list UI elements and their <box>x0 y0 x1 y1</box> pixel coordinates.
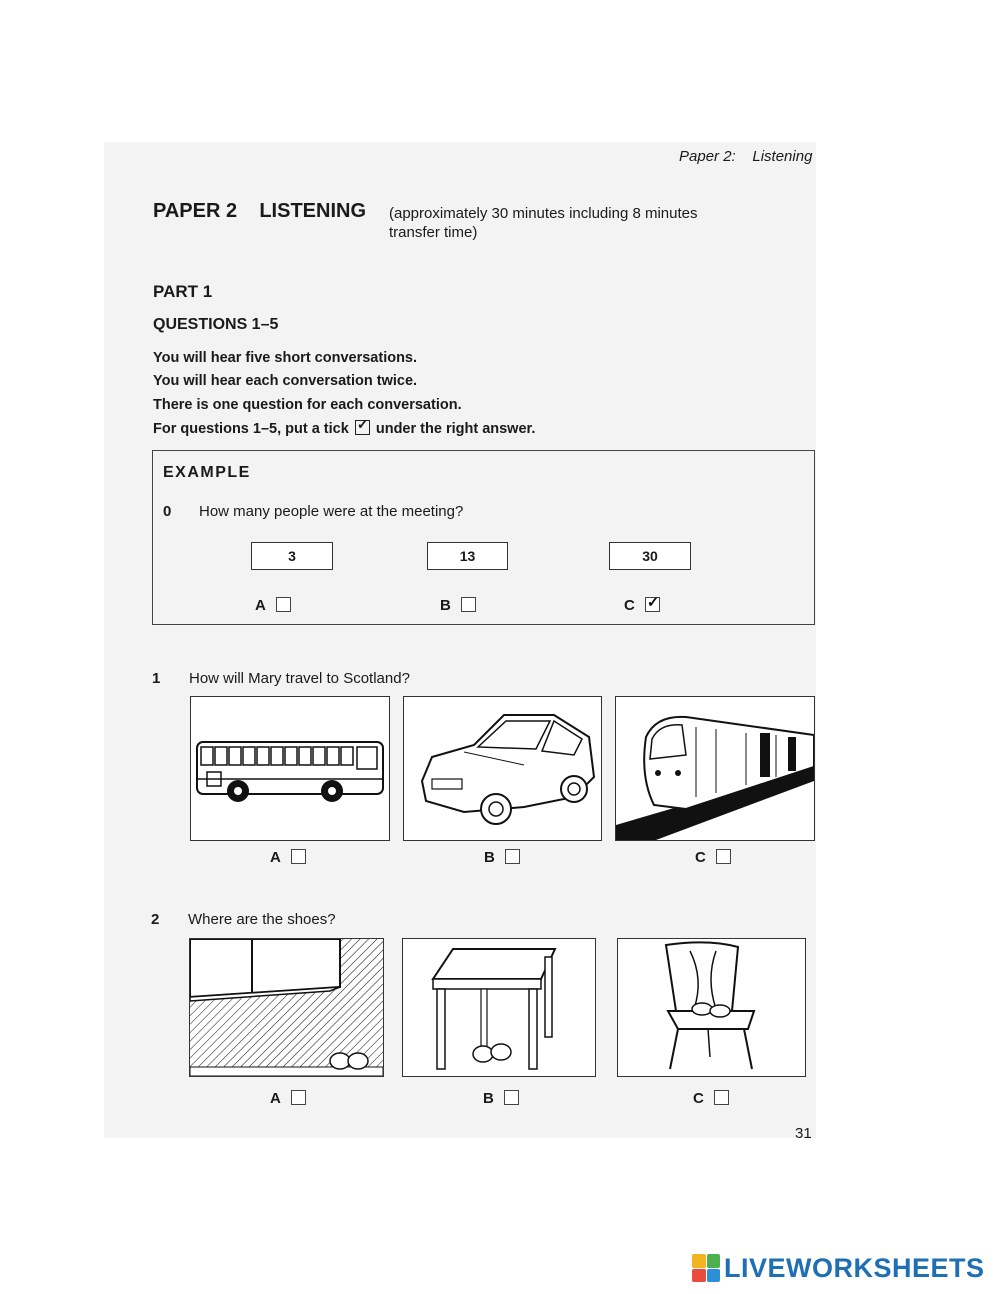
question1-option-c[interactable] <box>695 849 731 866</box>
chair-shoes-icon <box>617 938 806 1077</box>
option-letter: A <box>255 597 266 614</box>
option-letter: C <box>624 597 635 614</box>
option-letter: C <box>695 849 706 866</box>
option-letter: A <box>270 1090 281 1107</box>
example-box <box>152 450 815 625</box>
paper-note: (approximately 30 minutes including 8 minutes transfer time) <box>389 205 698 241</box>
checkbox[interactable] <box>276 597 291 612</box>
questions-range: QUESTIONS 1–5 <box>153 316 279 333</box>
option-letter: C <box>693 1090 704 1107</box>
question-number: 2 <box>151 911 160 928</box>
question-text: How will Mary travel to Scotland? <box>189 670 410 687</box>
tick-box-icon <box>355 420 370 435</box>
brand-name: LIVEWORKSHEETS <box>724 1252 985 1283</box>
question2-option-b[interactable] <box>483 1090 519 1107</box>
checkbox[interactable] <box>291 1090 306 1105</box>
example-question: How many people were at the meeting? <box>199 503 464 520</box>
option-letter: B <box>484 849 495 866</box>
table-shoes-icon <box>402 938 596 1077</box>
checkbox[interactable] <box>291 849 306 864</box>
question1-option-b[interactable] <box>484 849 520 866</box>
answer-value-c: 30 <box>609 542 691 570</box>
checkbox[interactable] <box>714 1090 729 1105</box>
page-number: 31 <box>795 1125 812 1142</box>
instruction-line: You will hear each conversation twice. <box>153 373 418 389</box>
checkbox[interactable] <box>716 849 731 864</box>
checkbox-checked[interactable] <box>645 597 660 612</box>
example-number: 0 <box>163 503 172 520</box>
instruction-line: You will hear five short conversations. <box>153 350 418 366</box>
running-head: Paper 2: Listening <box>679 148 813 165</box>
answer-value-b: 13 <box>427 542 508 570</box>
part-title: PART 1 <box>153 282 213 301</box>
car-icon <box>403 696 602 841</box>
example-option-a[interactable] <box>255 597 291 614</box>
question2-option-c[interactable] <box>693 1090 729 1107</box>
checkbox[interactable] <box>461 597 476 612</box>
answer-value-a: 3 <box>251 542 333 570</box>
bus-icon <box>190 696 390 841</box>
instruction-line-tick <box>153 420 535 437</box>
example-option-c[interactable] <box>624 597 660 614</box>
train-icon <box>615 696 815 841</box>
liveworksheets-brand[interactable] <box>692 1252 985 1284</box>
question-number: 1 <box>152 670 161 687</box>
liveworksheets-logo-icon <box>692 1254 720 1282</box>
question1-option-a[interactable] <box>270 849 306 866</box>
option-letter: B <box>440 597 451 614</box>
example-title: EXAMPLE <box>163 464 251 481</box>
checkbox[interactable] <box>504 1090 519 1105</box>
window-shoes-icon <box>189 938 384 1077</box>
question-text: Where are the shoes? <box>188 911 336 928</box>
checkbox[interactable] <box>505 849 520 864</box>
question2-option-a[interactable] <box>270 1090 306 1107</box>
paper-title: PAPER 2 LISTENING <box>153 200 366 222</box>
option-letter: A <box>270 849 281 866</box>
option-letter: B <box>483 1090 494 1107</box>
instruction-text: For questions 1–5, put a tick <box>153 421 349 437</box>
instruction-line: There is one question for each conversation. <box>153 397 462 413</box>
example-option-b[interactable] <box>440 597 476 614</box>
instruction-text: under the right answer. <box>375 421 536 437</box>
